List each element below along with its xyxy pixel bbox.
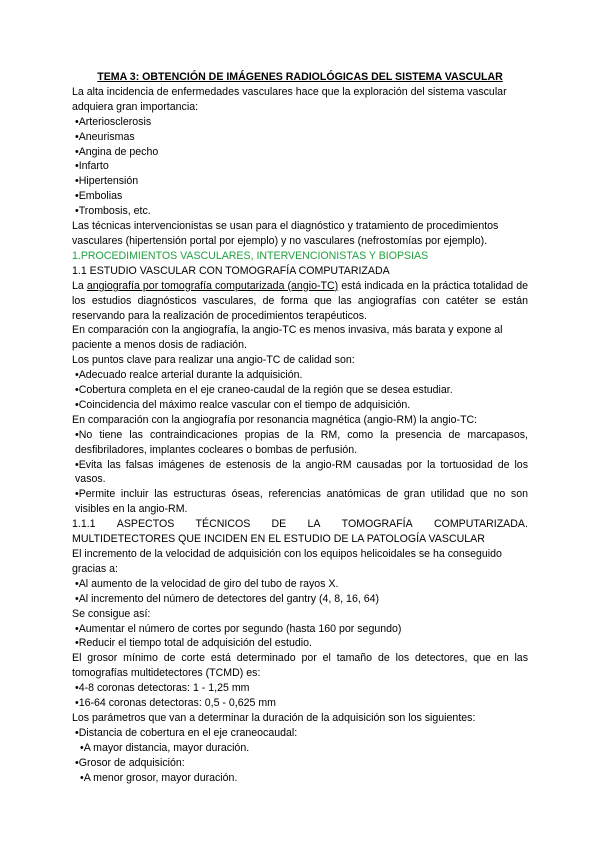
key-points-intro: Los puntos clave para realizar una angio-TC de calidad son: — [72, 354, 355, 367]
heading-word: ASPECTOS — [116, 518, 175, 531]
list-item: •Aneurismas — [75, 130, 135, 143]
intro-paragraph: La alta incidencia de enfermedades vasculares hace que la exploración del sistema vascular adquiera gran importancia: — [72, 85, 507, 113]
list-item: •Hipertensión — [75, 175, 139, 188]
heading-word: 1.1.1 — [72, 518, 96, 531]
params-intro: Los parámetros que van a determinar la duración de la adquisición son los siguientes: — [72, 711, 476, 724]
thickness-list — [72, 681, 528, 711]
heading-word: TOMOGRAFÍA — [341, 518, 413, 531]
list-item: •No tiene las contraindicaciones propias de la RM, como la presencia de marcapasos, desfibriladores, implantes cocleares o bombas de perfusión. — [75, 428, 528, 456]
subsection-111-line1 — [72, 517, 528, 532]
list-item: •Reducir el tiempo total de adquisición del estudio. — [75, 637, 312, 650]
params-list — [72, 726, 528, 786]
subsection-111-heading — [72, 517, 528, 547]
list-item: •Cobertura completa en el eje craneo-caudal de la región que se desea estudiar. — [75, 384, 453, 397]
list-item: •Grosor de adquisición: — [75, 756, 185, 769]
achieves-list — [72, 622, 528, 652]
angio-text-before: La — [72, 279, 87, 292]
comparison-paragraph: En comparación con la angiografía, la angio-TC es menos invasiva, más barata y expone al paciente a menos dosis de radiación. — [72, 324, 503, 352]
list-item: •Infarto — [75, 160, 109, 173]
subsection-111-line2: MULTIDETECTORES QUE INCIDEN EN EL ESTUDIO DE LA PATOLOGÍA VASCULAR — [72, 533, 485, 546]
sub-list-item: •A mayor distancia, mayor duración. — [80, 741, 250, 754]
key-points-list — [72, 368, 528, 413]
document-title: TEMA 3: OBTENCIÓN DE IMÁGENES RADIOLÓGICAS DEL SISTEMA VASCULAR — [97, 71, 503, 83]
angio-paragraph — [72, 279, 528, 324]
list-item: •Evita las falsas imágenes de estenosis de la angio-RM causadas por la tortuosidad de los vasos. — [75, 458, 528, 486]
heading-word: DE — [271, 518, 287, 531]
techniques-paragraph: Las técnicas intervencionistas se usan para el diagnóstico y tratamiento de procedimientos vasculares (hipertensión portal por ejemplo) y no vasculares (nefrostomías por ejemplo). — [72, 220, 499, 247]
list-item: •Al aumento de la velocidad de giro del tubo de rayos X. — [75, 577, 339, 590]
increment-list — [72, 577, 528, 607]
list-item: •Coincidencia del máximo realce vascular con el tiempo de adquisición. — [75, 398, 411, 411]
heading-word: COMPUTARIZADA. — [433, 518, 528, 531]
list-item: •Angina de pecho — [75, 145, 159, 158]
heading-word: TÉCNICOS — [195, 518, 251, 531]
subsection-heading: 1.1 ESTUDIO VASCULAR CON TOMOGRAFÍA COMPUTARIZADA — [72, 264, 390, 277]
list-item: •Adecuado realce arterial durante la adquisición. — [75, 369, 303, 382]
list-item: •Trombosis, etc. — [75, 205, 151, 218]
heading-word: LA — [307, 518, 321, 531]
disease-list — [72, 115, 528, 219]
angio-underlined-term: angiografía por tomografía computarizada (angio-TC) — [86, 279, 339, 292]
document-page — [72, 70, 528, 786]
list-item: •Permite incluir las estructuras óseas, referencias anatómicas de gran utilidad que no son visibles en la angio-RM. — [75, 488, 528, 516]
thickness-paragraph: El grosor mínimo de corte está determinado por el tamaño de los detectores, que en las tomografías multidetectores (TCMD) es: — [72, 652, 528, 680]
list-item: •Aumentar el número de cortes por segundo (hasta 160 por segundo) — [75, 622, 402, 635]
section-heading: 1.PROCEDIMIENTOS VASCULARES, INTERVENCIONISTAS Y BIOPSIAS — [72, 249, 429, 262]
list-item: •Distancia de cobertura en el eje craneocaudal: — [75, 726, 298, 739]
list-item: •16-64 coronas detectoras: 0,5 - 0,625 mm — [75, 697, 276, 710]
comparison-rm-paragraph: En comparación con la angiografía por resonancia magnética (angio-RM) la angio-TC: — [72, 413, 478, 426]
comparison-rm-list — [72, 428, 528, 517]
list-item: •Arteriosclerosis — [75, 115, 152, 128]
angio-text-after: está indicada en la práctica totalidad de los estudios diagnósticos vasculares, de forma que las angiografías con catéter se están reservando para la realización de procedimientos terapéuticos. — [72, 279, 528, 322]
achieves-intro: Se consigue así: — [72, 607, 151, 620]
list-item: •4-8 coronas detectoras: 1 - 1,25 mm — [75, 682, 250, 695]
list-item: •Al incremento del número de detectores del gantry (4, 8, 16, 64) — [75, 592, 380, 605]
list-item: •Embolias — [75, 190, 123, 203]
sub-list-item: •A menor grosor, mayor duración. — [80, 771, 238, 784]
increment-intro: El incremento de la velocidad de adquisición con los equipos helicoidales se ha conseguido gracias a: — [72, 548, 502, 575]
